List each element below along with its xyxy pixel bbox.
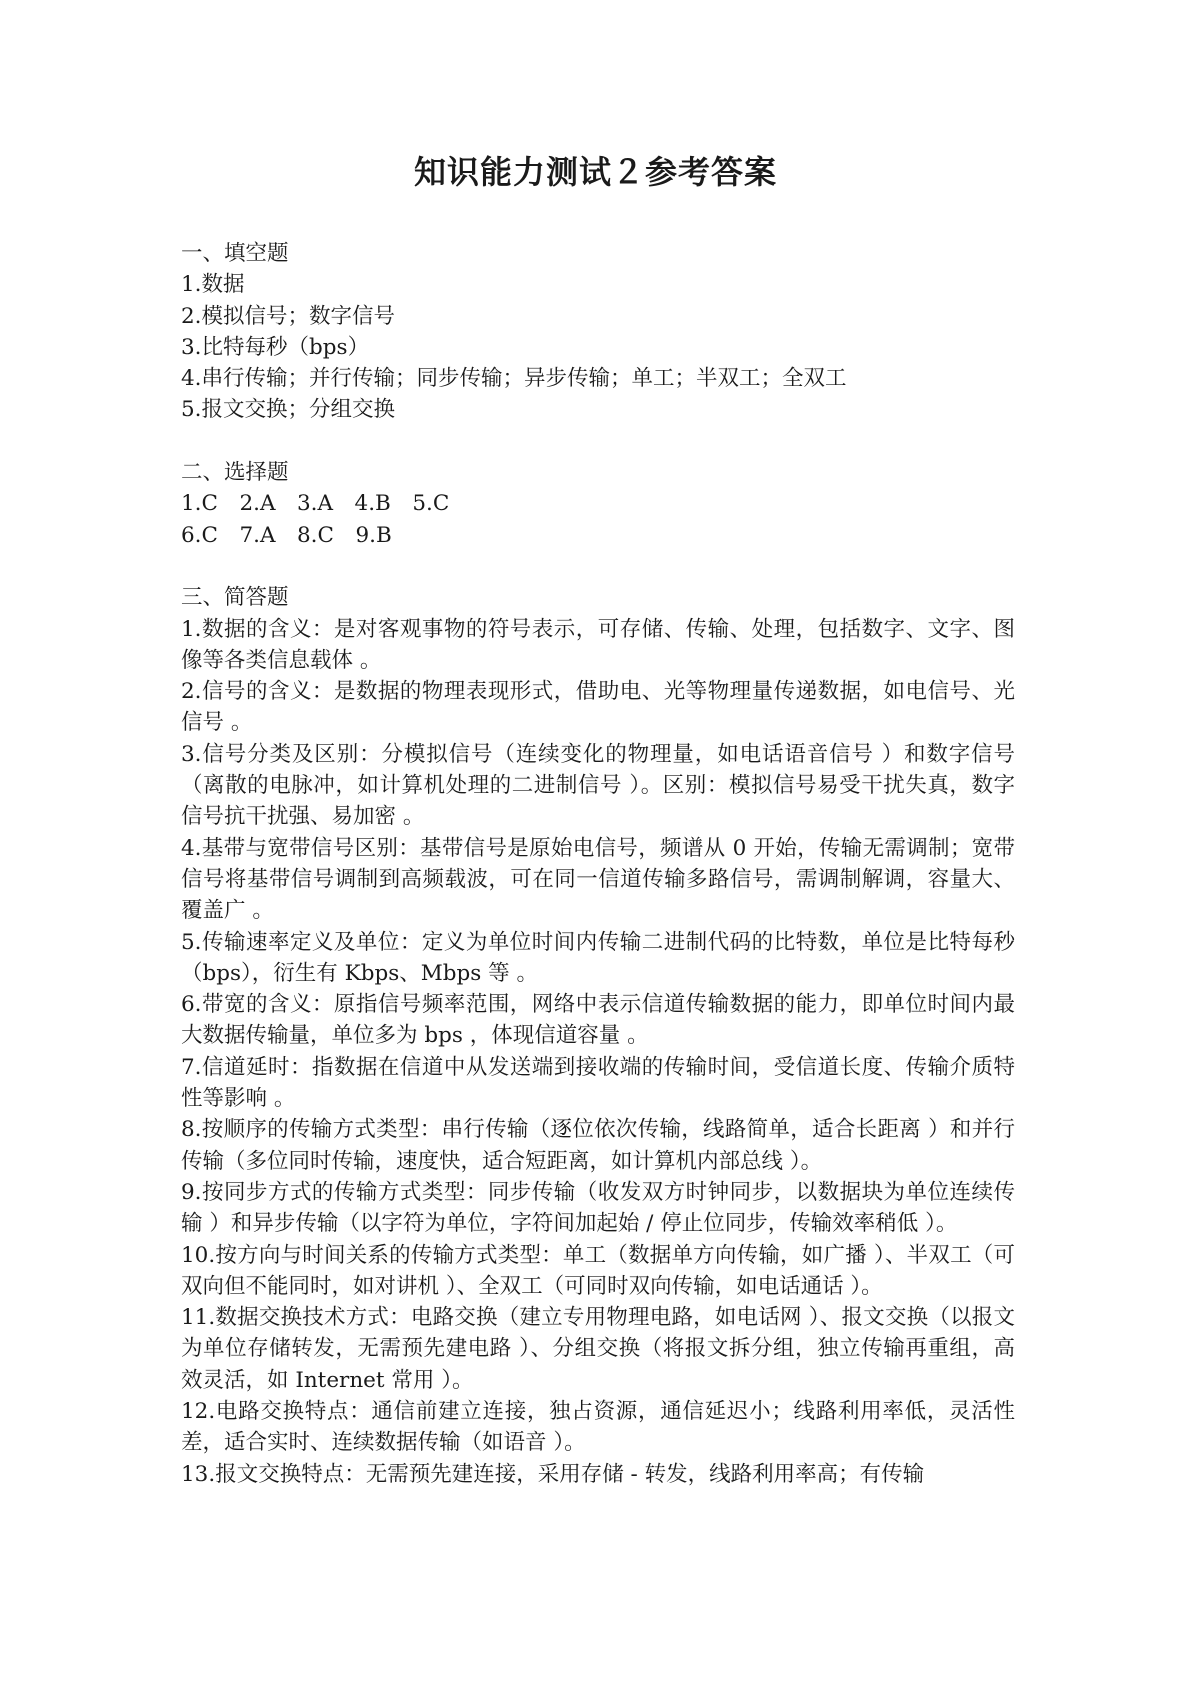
section-spacer	[181, 426, 1015, 457]
multiple-choice-section	[181, 457, 1015, 551]
section-heading-short-answer: 三、简答题	[181, 585, 289, 611]
short-answer-item-1: 1.数据的含义：是对客观事物的符号表示，可存储、传输、处理，包括数字、文字、图像等各类信息载体 。	[181, 616, 1015, 673]
fill-blank-item-2: 2.模拟信号；数字信号	[181, 303, 396, 329]
short-answer-item-2: 2.信号的含义：是数据的物理表现形式，借助电、光等物理量传递数据，如电信号、光信号 。	[181, 679, 1015, 736]
short-answer-item-12: 12.电路交换特点：通信前建立连接，独占资源，通信延迟小；线路利用率低，灵活性差，适合实时、连续数据传输（如语音 ）。	[181, 1398, 1015, 1456]
answer-content	[181, 238, 1015, 1490]
short-answer-item-8: 8.按顺序的传输方式类型：串行传输（逐位依次传输，线路简单，适合长距离 ）和并行传输（多位同时传输，速度快，适合短距离，如计算机内部总线 ）。	[181, 1117, 1015, 1174]
choice-row-1: 1.C 2.A 3.A 4.B 5.C	[181, 491, 450, 517]
fill-blank-item-4: 4.串行传输；并行传输；同步传输；异步传输；单工；半双工；全双工	[181, 366, 847, 392]
short-answer-item-9: 9.按同步方式的传输方式类型：同步传输（收发双方时钟同步，以数据块为单位连续传输 ）和异步传输（以字符为单位，字符间加起始 / 停止位同步，传输效率稍低 ）。	[181, 1179, 1015, 1237]
short-answer-item-13: 13.报文交换特点：无需预先建连接，采用存储 - 转发，线路利用率高；有传输	[181, 1461, 925, 1487]
section-heading-multiple-choice: 二、选择题	[181, 460, 289, 486]
short-answer-item-10: 10.按方向与时间关系的传输方式类型：单工（数据单方向传输，如广播 ）、半双工（可双向但不能同时，如对讲机 ）、全双工（可同时双向传输，如电话通话 ）。	[181, 1242, 1015, 1299]
short-answer-item-4: 4.基带与宽带信号区别：基带信号是原始电信号，频谱从 0 开始，传输无需调制；宽带信号将基带信号调制到高频载波，可在同一信道传输多路信号，需调制解调，容量大、覆盖广 。	[181, 835, 1015, 924]
short-answer-item-7: 7.信道延时：指数据在信道中从发送端到接收端的传输时间，受信道长度、传输介质特性等影响 。	[181, 1054, 1015, 1112]
choice-row-2: 6.C 7.A 8.C 9.B	[181, 522, 392, 548]
short-answer-item-11: 11.数据交换技术方式：电路交换（建立专用物理电路，如电话网 ）、报文交换（以报文为单位存储转发，无需预先建电路 ）、分组交换（将报文拆分组，独立传输再重组，高效灵活，如 Internet 常用 ）。	[181, 1305, 1015, 1393]
fill-blank-item-1: 1.数据	[181, 272, 245, 298]
short-answer-item-6: 6.带宽的含义：原指信号频率范围，网络中表示信道传输数据的能力，即单位时间内最大数据传输量，单位多为 bps ，体现信道容量 。	[181, 992, 1015, 1049]
fill-blank-item-5: 5.报文交换；分组交换	[181, 397, 396, 423]
section-heading-fill-blank: 一、填空题	[181, 241, 289, 266]
short-answer-item-3: 3.信号分类及区别：分模拟信号（连续变化的物理量，如电话语音信号 ）和数字信号（离散的电脉冲，如计算机处理的二进制信号 ）。区别：模拟信号易受干扰失真，数字信号抗干扰强、易加密 。	[181, 741, 1015, 830]
short-answer-section	[181, 582, 1015, 1490]
section-spacer	[181, 551, 1015, 582]
page-title: 知识能力测试２参考答案	[413, 153, 777, 191]
fill-blank-section	[181, 238, 1015, 426]
fill-blank-item-3: 3.比特每秒（bps）	[181, 334, 370, 360]
short-answer-item-5: 5.传输速率定义及单位：定义为单位时间内传输二进制代码的比特数，单位是比特每秒（bps），衍生有 Kbps、Mbps 等 。	[181, 929, 1015, 986]
